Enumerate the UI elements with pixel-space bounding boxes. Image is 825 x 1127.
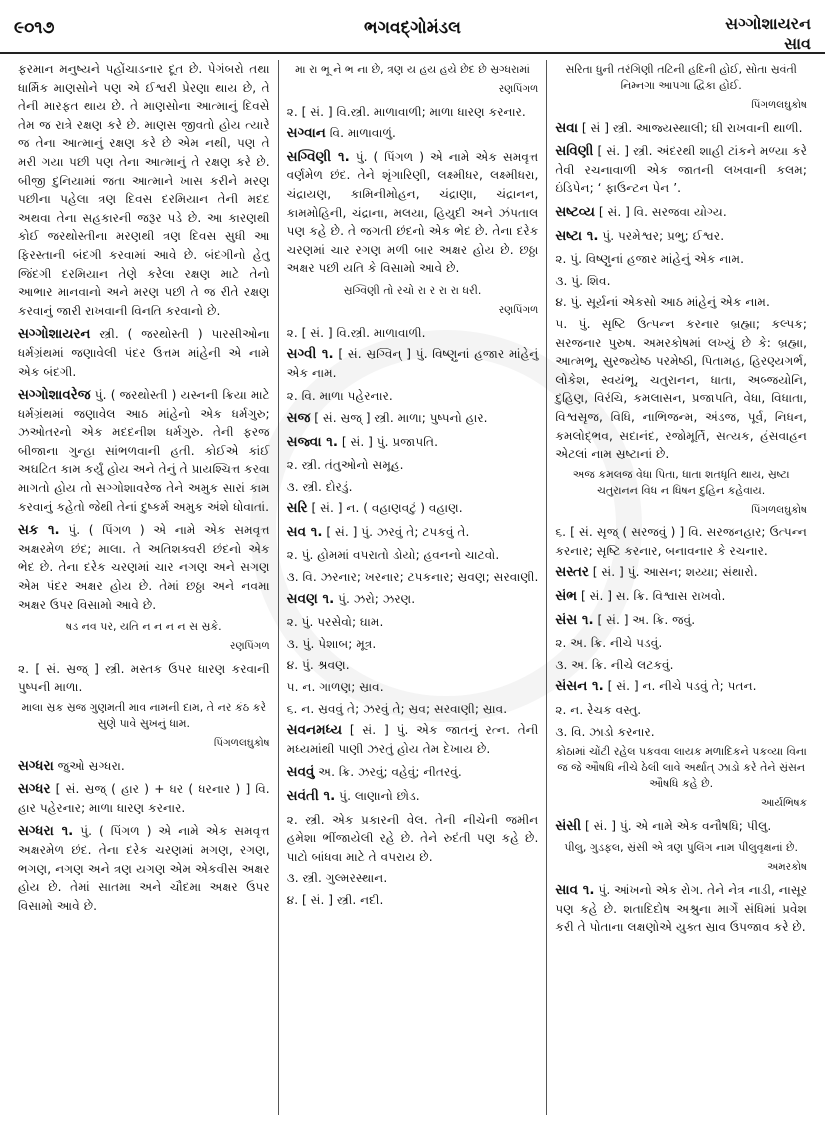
dictionary-entry xyxy=(18,521,270,614)
source-citation: રણપિંગળ xyxy=(498,83,539,95)
entry-headword: સવનમધ્ય xyxy=(286,722,343,739)
verse-quote: અજ કમલજ વેધા પિતા, ધાતા શતધૃતિ થાય, સ્રષ્ટા ચતુરાનન વિધ ન ધિષન દુહિન કહેવાય. xyxy=(572,467,790,497)
entry-headword: સગ્ધરા ૧. xyxy=(18,823,74,840)
dictionary-entry xyxy=(18,386,270,516)
dictionary-entry xyxy=(287,148,539,278)
sense-definition: ૨. સ્ત્રી. એક પ્રકારની વેલ. તેની નીચેની જમીન હમેશા ભીંજાયેલી રહે છે. તેને રુદંતી પણ કહે છે. પાટો બાંધવા માટે તે વપરાય છે. xyxy=(286,812,539,864)
entry-definition: [ સં ] સ્ત્રી. આજ્યસ્થાલી; ઘી રાખવાની થાળી. xyxy=(578,120,803,135)
entry-headword: સગ્ધરા xyxy=(18,757,54,774)
sense-definition: ૨. અ. ક્રિ. નીચે પડવું. xyxy=(555,636,663,651)
source-citation: પિંગળલઘુકોષ xyxy=(213,737,270,749)
source-citation: રણપિંગળ xyxy=(498,303,539,316)
sense-definition: ૨. પું. પરસેવો; ઘામ. xyxy=(286,615,384,630)
entry-definition: પું. ( પિંગળ ) એ નામે એક સમવૃત્ત અક્ષરમેળ છંદ; માલા. તે અતિશક્વરી છંદનો એક ભેદ છે. તેના દરેક ચરણમાં ચાર નગણ અને સગણ એમ પંદર અક્ષર હોય છે. તેમાં છઠ્ઠા અને નવમા અક્ષર ઉપર વિસામો આવે છે. xyxy=(18,523,270,612)
entry-definition: [ સં. ] વિ. સરજવા યોગ્ય. xyxy=(594,204,727,219)
sense-definition: ૨. સ્ત્રી. તંતુઓનો સમૂહ. xyxy=(286,458,404,473)
sense-definition: ૩. સ્ત્રી. દોરડું. xyxy=(286,479,353,494)
page-header xyxy=(0,8,825,54)
dictionary-entry xyxy=(555,227,807,246)
entry-definition: [ સં. ] અ. ક્રિ. જવું. xyxy=(593,612,696,627)
sense-definition: ૩. અ. ક્રિ. નીચે લટકવું. xyxy=(555,657,674,672)
entry-definition: [ સં. ] ન. નીચે પડવું તે; પતન. xyxy=(603,679,757,694)
entry-definition: [ સં. સ્રગ્વિન્ ] પું. વિષ્ણુનાં હજાર માંહેનું એક નામ. xyxy=(286,347,539,380)
entry-headword: સવણ ૧. xyxy=(286,590,335,607)
dictionary-columns xyxy=(10,60,815,1115)
entry-definition: [ સં. સ્રજ્ ( હાર ) + ધર ( ધરનાર ) ] વિ. હાર પહેરનાર; માળા ધારણ કરનાર. xyxy=(18,782,270,815)
entry-definition: જુઓ સ્રગ્ધરા. xyxy=(53,758,125,773)
source-citation: અમરકોષ xyxy=(767,861,808,874)
sense-definition: ૩. વિ. ઝાડો કરનાર. xyxy=(555,724,655,739)
dictionary-entry xyxy=(287,124,539,143)
entry-definition: પું. ( પિંગળ ) એ નામે એક સમવૃત્ત વર્ણમેળ છંદ. તેને શૃંગારિણી, લક્ષ્મીધર, લક્ષ્મીધરા, ચંદ્રાયણ, કામિનીમોહન, ચંદ્રાણા, ચંદ્રાનન, કામમોહિની, ચંદ્રાના, મલયા, હિયુદી અને ઝંપતાલ પણ કહે છે. તે જગતી છંદનો એક ભેદ છે. તેના દરેક ચરણમાં ચાર રગણ મળી બાર અક્ષર હોય છે. છઠ્ઠા અક્ષર પછી યતિ કે વિસામો આવે છે. xyxy=(286,149,539,276)
dictionary-entry xyxy=(287,345,539,382)
column-right xyxy=(546,60,815,1115)
dictionary-entry xyxy=(287,433,539,452)
verse-quote: મા રા ભૂ ને ભ ના છે, ત્રણ ય હય હયે છેદ છે સ્રગ્ધરામાં xyxy=(295,63,530,76)
column-left xyxy=(10,60,278,1115)
dictionary-entry xyxy=(555,563,807,582)
source-citation: આર્યભિષક xyxy=(761,797,808,810)
entry-definition: [ સં. ] સ્ત્રી. અંદરથી શાહી ટાંકને મળ્યા કરે તેવી રચનાવાળી એક જાતની લખવાની કલમ; ઇંડિપેન; ‘ ફાઉન્ટન પેન ’. xyxy=(555,144,808,196)
verse-quote: પીલુ, ગુડફલ, સ્રંસી એ ત્રણ પુલિંગ નામ પીલુવૃક્ષનાં છે. xyxy=(564,841,799,855)
guide-words xyxy=(725,14,811,54)
entry-definition: [ સં. ] ન. ( વહાણવટું ) વહાણ. xyxy=(307,501,463,516)
sense-definition: ૨. પું. વિષ્ણુનાં હજાર માંહેનું એક નામ. xyxy=(555,252,744,267)
dictionary-entry xyxy=(287,763,539,782)
entry-headword: સક ૧. xyxy=(18,522,60,539)
entry-headword: સંસન ૧. xyxy=(555,678,604,695)
entry-definition: [ સં. ] પું. પ્રજાપતિ. xyxy=(337,434,438,449)
verse-quote: કોઠામાં ચોંટી રહેલ પકવવા લાયક મળાદિકને પકવ્યા વિના જ જે ઔષધિ નીચે ઠેલી લાવે અર્થાત્ ઝાડો કરે તેને સ્રંસન ઔષધિ કહે છે. xyxy=(555,745,807,791)
verse-quote: ષડ નવ પર, યતિ ન ન ન ન સ સ્રકે. xyxy=(65,620,222,634)
sense-definition: ૨. [ સં. ] વિ.સ્ત્રી. માળાવાળી. xyxy=(286,325,426,340)
entry-definition: પું. આંખનો એક રોગ. તેને નેત્ર નાડી, નાસૂર પણ કહે છે. શતાદિદોષ અશ્રુના માર્ગે સંધિમાં પ્રવેશ કરી તે પોતાના લક્ષણોએ યુક્ત સ્રાવ ઉપજાવ કરે છે. xyxy=(555,883,808,935)
dictionary-entry xyxy=(555,203,807,222)
entry-headword: સગ્ગોશાયરન xyxy=(18,326,91,343)
entry-headword: સગ્વિણી ૧. xyxy=(286,148,350,165)
entry-definition: [ સં. ] પું. એ નામે એક વનૌષધિ; પીલુ. xyxy=(581,818,772,833)
entry-definition: પું. ઝરો; ઝરણ. xyxy=(334,591,416,606)
entry-headword: સસ્તર xyxy=(555,564,589,581)
sense-definition: ૨. ન. રેચક વસ્તુ. xyxy=(555,703,642,718)
entry-definition: વિ. માળાવાળું. xyxy=(325,126,396,141)
sense-definition: ૪. પું. સૂર્યનાં એકસો આઠ માંહેનું એક નામ. xyxy=(555,295,770,310)
entry-headword: સગ્ગોશાવરેજ xyxy=(18,387,91,404)
sense-definition: ૬. ન. સ્રવવું તે; ઝરવું તે; સ્રવ; સરવાણી; સ્રાવ. xyxy=(286,701,508,716)
sense-definition: ૩. વિ. ઝરનાર; ખરનાર; ટપકનાર; સ્રવણ; સરવાણી. xyxy=(286,570,539,585)
dictionary-entry xyxy=(555,677,807,696)
entry-headword: સષ્ટા ૧. xyxy=(555,227,599,244)
entry-definition: [ સં. સ્રજ્ ] સ્ત્રી. માળા; પુષ્પનો હાર. xyxy=(310,410,488,425)
entry-definition: પું. ( પિંગળ ) એ નામે એક સમવૃત્ત અક્ષરમેળ છંદ. તેના દરેક ચરણમાં મગણ, રગણ, ભગણ, નગણ અને ત્રણ યગણ એમ એકવીસ અક્ષર હોય છે. તેમાં સાતમા અને ચૌદમા અક્ષર ઉપર વિસામો આવે છે. xyxy=(18,824,270,913)
entry-headword: સરિ xyxy=(286,500,308,517)
dictionary-entry xyxy=(555,817,807,836)
dictionary-entry xyxy=(555,611,807,630)
sense-definition: ૩. પું. પેશાબ; મૂત્ર. xyxy=(286,636,377,651)
dictionary-entry xyxy=(555,881,807,937)
guide-word-last: સાવ xyxy=(784,34,811,53)
dictionary-entry xyxy=(555,587,807,606)
entry-definition: [ સં. ] સ. ક્રિ. વિશ્વાસ રાખવો. xyxy=(577,589,726,604)
entry-headword: સંસી xyxy=(555,817,582,834)
guide-word-first: સગ્ગોશાયરન xyxy=(725,14,811,33)
entry-headword: સષ્ટવ્ય xyxy=(555,203,595,220)
book-title: ભગવદ્ગોમંડલ xyxy=(364,18,461,38)
entry-definition: સ્ત્રી. ( જરથોસ્તી ) પારસીઓના ધર્મગ્રંથમાં જણાવેલી પંદર ઉત્તમ માંહેની એ નામે એક બંદગી. xyxy=(18,327,270,379)
sense-definition: ૨. વિ. માળા પહેરનાર. xyxy=(286,389,393,404)
entry-definition: અ. ક્રિ. ઝરવું; વહેવું; નીતરવું. xyxy=(314,765,462,780)
dictionary-entry xyxy=(287,590,539,609)
sense-definition: ૨. પું. હોમમાં વપરાતો ડોયો; હવનનો ચાટવો. xyxy=(286,548,500,563)
dictionary-entry xyxy=(18,780,270,817)
dictionary-entry xyxy=(18,325,270,381)
dictionary-entry xyxy=(18,822,270,915)
dictionary-entry xyxy=(287,721,539,758)
source-citation: રણપિંગળ xyxy=(230,640,270,653)
entry-definition: પું. પરમેશ્વર; પ્રભુ; ઈશ્વર. xyxy=(598,228,725,243)
entry-headword: સવા xyxy=(555,119,578,136)
entry-headword: સગ્વી ૧. xyxy=(286,346,334,363)
sense-definition: ૫. પું. સૃષ્ટિ ઉત્પન્ન કરનાર બ્રહ્મા; કલ્પક; સરજનાર પુરુષ. અમરકોષમાં લખ્યું છે કે: બ્રહ્મા, આત્મભૂ, સુરજ્યેષ્ઠ પરમેષ્ઠી, પિતામહ, હિરણ્યગર્ભ, લોકેશ, સ્વયંભૂ, ચતુરાનન, ધાતા, અબ્જયોનિ, દુહિણ, વિરંચિ, કમલાસન, પ્રજાપતિ, વેધા, વિધાતા, વિશ્વસૃજ, વિધિ, નાભિજન્મ, અંડજ, પૂર્વ, નિધન, કમલોદ્ભવ, સદાનંદ, રજોમૂર્તિ, સત્યક, હંસવાહન એટલાં નામ સ્રષ્ટાનાં છે. xyxy=(555,316,808,462)
entry-headword: સગ્વાન xyxy=(286,125,326,142)
entry-definition: [ સં. ] પું. એક જાતનું રત્ન. તેની મધ્યમાંથી પાણી ઝરતું હોય તેમ દેખાય છે. xyxy=(286,723,539,756)
page-number: ૯૦૧૭ xyxy=(14,18,55,38)
sense-definition: ૨. [ સં. ] વિ.સ્ત્રી. માળાવાળી; માળા ધારણ કરનાર. xyxy=(286,104,526,119)
entry-definition: [ સં. ] પું. આસન; શય્યા; સંથારો. xyxy=(588,565,758,580)
entry-headword: સવિણી xyxy=(555,143,594,160)
verse-quote: સ્રગ્વિણી તો રચો રા ર રા રા ધરી. xyxy=(343,283,482,297)
dictionary-entry xyxy=(287,409,539,428)
verse-quote: સરિતા ધુની તરંગિણી તટિની હદિની હોઈ, સોતા સ્રવંતી નિમ્નગા આપગા દ્વિકા હોઈ. xyxy=(565,63,797,92)
entry-definition: [ સં. ] પું. ઝરવું તે; ટપકવું તે. xyxy=(322,524,470,539)
entry-headword: સજ xyxy=(286,409,311,426)
sense-definition: ૬. [ સં. સૃજ્ ( સરજવું ) ] વિ. સરજનહાર; ઉત્પન્ન કરનાર; સૃષ્ટિ કરનાર, બનાવનાર કે રચનાર. xyxy=(555,525,808,558)
dictionary-entry xyxy=(287,787,539,806)
dictionary-entry xyxy=(555,119,807,138)
dictionary-entry xyxy=(555,142,807,198)
sense-definition: ૨. [ સં. સ્રજ્ ] સ્ત્રી. મસ્તક ઉપર ધારણ કરવાની પુષ્પની માળા. xyxy=(18,661,270,695)
dictionary-entry xyxy=(287,499,539,518)
sense-definition: ૪. [ સં. ] સ્ત્રી. નદી. xyxy=(286,892,384,907)
dictionary-entry xyxy=(287,523,539,542)
sense-definition: ૩. પું. શિવ. xyxy=(555,273,611,288)
verse-quote: માલા સ્રક સ્રજ ગુણમતી માવ નામની દામ, તે નર કંઠ કરે સુણે પાવે સુખનું ધામ. xyxy=(21,701,267,730)
entry-headword: સાવ ૧. xyxy=(555,882,595,898)
entry-headword: સવ ૧. xyxy=(286,523,323,540)
source-citation: પિંગળલઘુકોષ xyxy=(751,503,808,516)
sense-definition: ૩. સ્ત્રી. ગુલ્મરસ્થાન. xyxy=(286,871,388,886)
source-citation: પિંગળલઘુકોષ xyxy=(751,99,808,111)
entry-headword: સજ્વા ૧. xyxy=(286,433,338,450)
entry-headword: સગ્ધર xyxy=(18,781,51,798)
entry-headword: સંભ xyxy=(555,588,578,605)
entry-headword: સવંતી ૧. xyxy=(286,788,336,804)
entry-definition: પું. લાણાનો છોડ. xyxy=(335,789,420,803)
column-middle xyxy=(278,60,547,1115)
sense-definition: ૪. પું. શ્રવણ. xyxy=(286,658,350,673)
entry-headword: સંસ ૧. xyxy=(555,611,594,628)
entry-definition: પું. ( જરથોસ્તી ) યસ્નની ક્રિયા માટે ધર્મગ્રંથમાં જણાવેલ આઠ માંહેનો એક ધર્મગુરુ; ઝઓતરનો એક મદદનીશ ધર્મગુરુ. તેની ફરજ બીજાના ગુન્હા સાંભળવાની હતી. કોઈએ કાંઈ અઘટિત કામ કર્યું હોય અને તેનું તે પ્રાયશ્ચિત્ત કરવા માગતો હોય તો સગ્ગોશાવરેજ તેને અમુક સારાં કામ કરવાનું કહેતો જેથી તેનાં દુષ્કર્મ અમુક અંશે ધોવાતાં. xyxy=(18,388,270,514)
dictionary-entry xyxy=(18,757,270,776)
entry-paragraph: ફરમાન મનુષ્યને પહોંચાડનાર દૂત છે. પેગંબરો તથા ધાર્મિક માણસોને પણ એ ઈશ્વરી પ્રેરણા થાય છે, તે તેની મારફત થાય છે. તે માણસોના આત્માનું દિવસે તેમ જ રાત્રે રક્ષણ કરે છે. માણસ જીવતો હોય ત્યારે જ તેના આત્માનું રક્ષણ કરે છે એમ નથી, પણ તે મરી ગયા પછી પણ તેના આત્માનું તે રક્ષણ કરે છે. બીજી દુનિયામાં જતા આત્માને ખાસ કરીને મરણ પછીના પહેલા ત્રણ દિવસ દરમિયાન તેની મદદ અથવા તેના સહકારની જરૂર પડે છે. આ કારણથી કોઈ જરથોસ્તીના મરણથી ત્રણ દિવસ સુધી આ ફિરસ્તાની બંદગી કરવામાં આવે છે. બંદગીનો હેતુ જિંદગી દરમિયાન તેણે કરેલા રક્ષણ માટે તેનો આભાર માનવાનો અને મરણ પછી તે જ રીતે રક્ષણ કરવાનું જારી રાખવાની વિનતિ કરવાનો છે. xyxy=(18,62,270,318)
entry-headword: સવવું xyxy=(286,764,315,781)
sense-definition: ૫. ન. ગાળણ; સ્રાવ. xyxy=(286,680,384,695)
